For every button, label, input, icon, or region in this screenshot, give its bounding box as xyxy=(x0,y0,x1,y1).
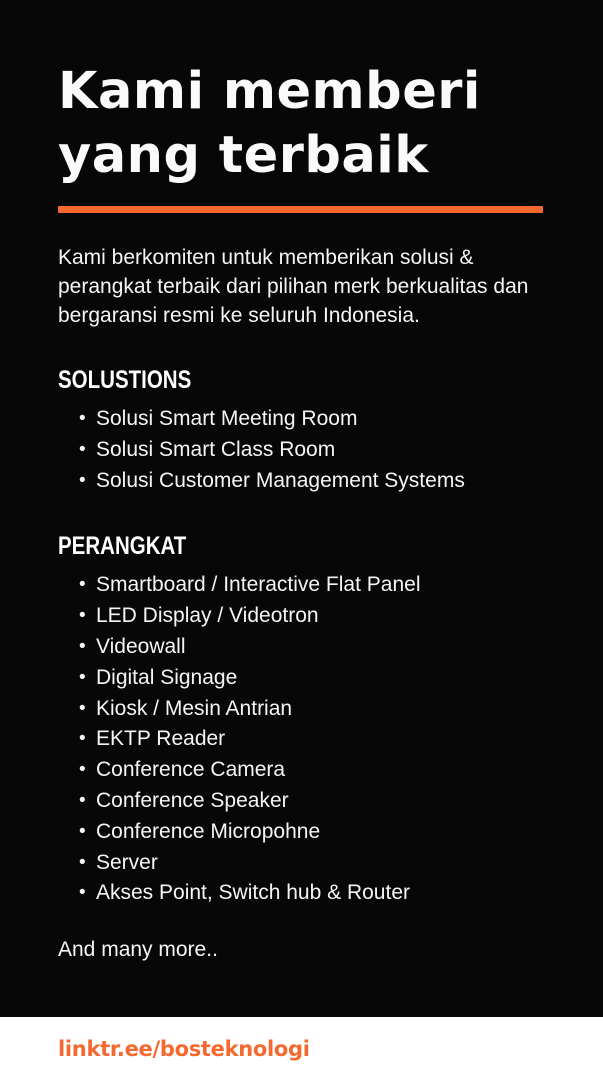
list-item: • Server xyxy=(58,848,547,879)
list-item: • Conference Camera xyxy=(58,755,547,786)
list-item: • Solusi Smart Class Room xyxy=(58,435,547,466)
perangkat-list xyxy=(58,570,547,909)
solutions-list xyxy=(58,404,547,496)
footer-bar xyxy=(0,1017,603,1080)
list-item: • LED Display / Videotron xyxy=(58,601,547,632)
list-item: • Akses Point, Switch hub & Router xyxy=(58,878,547,909)
list-item: • Digital Signage xyxy=(58,663,547,694)
linktree-link[interactable]: linktr.ee/bosteknologi xyxy=(58,1036,310,1061)
list-item: • Videowall xyxy=(58,632,547,663)
section-perangkat xyxy=(58,532,547,909)
title-line-1: Kami memberi xyxy=(58,62,481,121)
list-item: • Smartboard / Interactive Flat Panel xyxy=(58,570,547,601)
page-title xyxy=(58,60,547,188)
title-line-2: yang terbaik xyxy=(58,126,429,185)
intro-paragraph: Kami berkomiten untuk memberikan solusi & perangkat terbaik dari pilihan merk berkualitas dan bergaransi resmi ke seluruh Indonesia. xyxy=(58,246,529,327)
list-item: • Kiosk / Mesin Antrian xyxy=(58,694,547,725)
list-item: • Conference Speaker xyxy=(58,786,547,817)
section-heading-perangkat: PERANGKAT xyxy=(58,532,187,561)
accent-divider xyxy=(58,206,543,213)
section-heading-solutions: SOLUSTIONS xyxy=(58,366,192,394)
section-solutions xyxy=(58,366,547,496)
list-item: • Conference Micropohne xyxy=(58,817,547,848)
list-item: • Solusi Smart Meeting Room xyxy=(58,404,547,435)
list-item: • Solusi Customer Management Systems xyxy=(58,466,547,497)
list-item: • EKTP Reader xyxy=(58,724,547,755)
outro-text: And many more.. xyxy=(58,938,218,962)
